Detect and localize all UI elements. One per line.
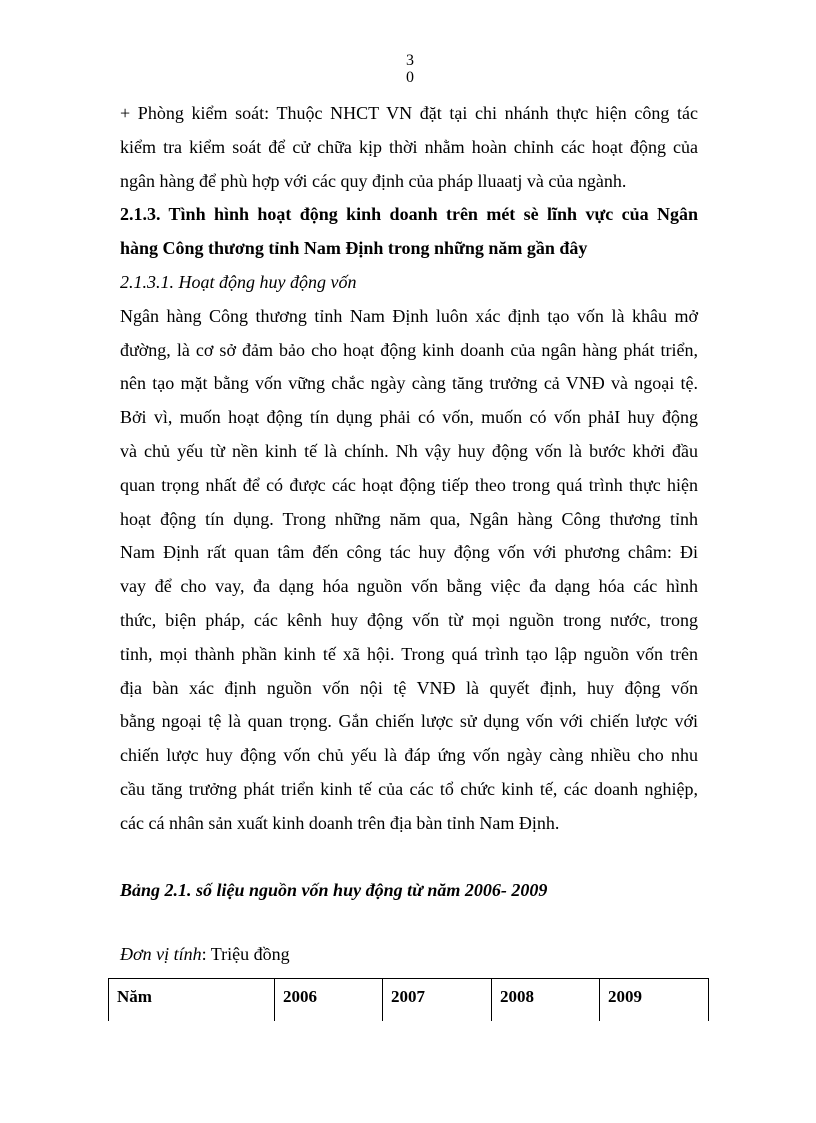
paragraph2-line: nên tạo mặt bằng vốn vững chắc ngày càng tăng trưởng cả VNĐ và ngoại tệ. — [120, 373, 698, 394]
paragraph2-line: chiến lược huy động vốn chủ yếu là đáp ứng vốn ngày càng nhiều cho nhu — [120, 745, 698, 766]
section-heading-line2: hàng Công thương tỉnh Nam Định trong những năm gần đây — [120, 238, 588, 259]
paragraph2-line: cầu tăng trưởng phát triển kinh tế của các tổ chức kinh tế, các doanh nghiệp, — [120, 778, 698, 799]
paragraph2-line: bằng ngoại tệ là quan trọng. Gắn chiến lược sử dụng vốn với chiến lược với — [120, 711, 698, 732]
paragraph2-line: Bởi vì, muốn hoạt động tín dụng phải có vốn, muốn có vốn phảI huy động — [120, 407, 698, 428]
paragraph2-line: Ngân hàng Công thương tỉnh Nam Định luôn xác định tạo vốn là khâu mở — [120, 305, 698, 326]
page-number-digit-1: 3 — [406, 52, 414, 69]
paragraph1-line: kiểm tra kiểm soát để cử chữa kịp thời nhằm hoàn chỉnh các hoạt động của — [120, 136, 698, 157]
paragraph2-line: quan trọng nhất để có được các hoạt động tiếp theo trong quá trình thực hiện — [120, 474, 698, 495]
table-header-row — [109, 979, 709, 1021]
paragraph2-line: tỉnh, mọi thành phần kinh tế xã hội. Trong quá trình tạo lập nguồn vốn trên — [120, 643, 698, 664]
paragraph2-line: hoạt động tín dụng. Trong những năm qua, Ngân hàng Công thương tỉnh — [120, 508, 698, 529]
paragraph2-line: đường, là cơ sở đảm bảo cho hoạt động kinh doanh của ngân hàng phát triển, — [120, 339, 698, 360]
paragraph2-line: vay để cho vay, đa dạng hóa nguồn vốn bằng việc đa dạng hóa các hình — [120, 576, 698, 597]
paragraph2-line: Nam Định rất quan tâm đến công tác huy động vốn với phương châm: Đi — [120, 542, 698, 563]
section-heading-line1: 2.1.3. Tình hình hoạt động kinh doanh trên mét sè lĩnh vực của Ngân — [120, 204, 698, 225]
document-body — [120, 97, 698, 841]
paragraph1-line: ngân hàng để phù hợp với các quy định của pháp lluaatj và của ngành. — [120, 170, 627, 191]
paragraph2-line: và chủ yếu từ nền kinh tế là chính. Nh vậy huy động vốn là bước khởi đầu — [120, 440, 698, 461]
subsection-heading: 2.1.3.1. Hoạt động huy động vốn — [120, 271, 357, 292]
header-cell-2008: 2008 — [492, 979, 600, 1021]
header-cell-2007: 2007 — [383, 979, 492, 1021]
paragraph1-line: + Phòng kiểm soát: Thuộc NHCT VN đặt tại chi nhánh thực hiện công tác — [120, 103, 698, 123]
page-number-digit-2: 0 — [406, 69, 414, 86]
table-title: Bảng 2.1. số liệu nguồn vốn huy động từ năm 2006- 2009 — [120, 880, 548, 900]
paragraph2-line: các cá nhân sản xuất kinh doanh trên địa bàn tỉnh Nam Định. — [120, 812, 560, 833]
header-cell-2009: 2009 — [600, 979, 709, 1021]
unit-line — [120, 944, 290, 965]
unit-value: : Triệu đồng — [201, 944, 290, 964]
header-cell-2006: 2006 — [275, 979, 383, 1021]
header-cell-year: Năm — [109, 979, 275, 1021]
data-table — [108, 978, 709, 1021]
page-number — [404, 52, 416, 86]
unit-label: Đơn vị tính — [120, 944, 202, 964]
paragraph2-line: địa bàn xác định nguồn vốn nội tệ VNĐ là quyết định, huy động vốn — [120, 677, 698, 698]
paragraph2-line: thức, biện pháp, các kênh huy động vốn từ mọi nguồn trong nước, trong — [120, 609, 698, 630]
